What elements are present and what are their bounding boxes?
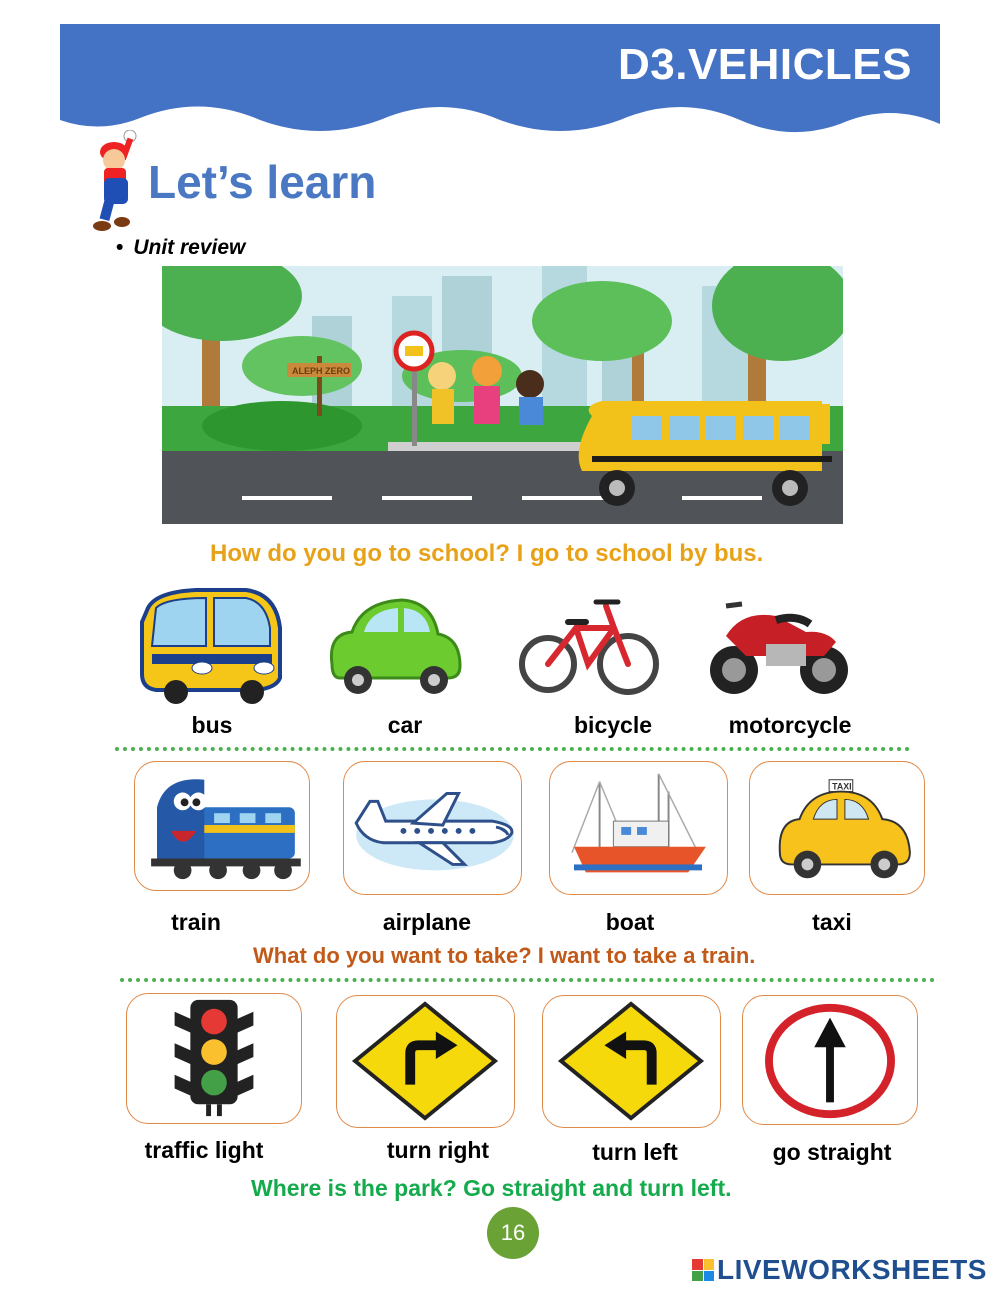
label-motorcycle: motorcycle [728,712,852,738]
label-train: train [171,909,221,935]
motorcycle-icon [706,586,852,700]
school-bus-scene [162,266,843,524]
turn-right-sign-icon [337,996,514,1127]
page-number-badge: 16 [487,1207,539,1259]
car-picture [322,594,465,698]
turn-left-card [542,995,721,1128]
question-take: What do you want to take? I want to take a train. [253,943,756,968]
boat-card [549,761,728,895]
taxi-icon [750,762,924,894]
taxi-card [749,761,925,895]
section-title: Let’s learn [148,156,377,208]
airplane-icon [344,762,521,894]
car-icon [322,594,465,698]
bullet-item: • Unit review [116,236,246,259]
airplane-card [343,761,522,895]
label-taxi: taxi [812,909,852,935]
label-boat: boat [605,909,655,935]
liveworksheets-logo[interactable] [692,1254,987,1286]
label-car: car [387,712,423,738]
label-turn-left: turn left [592,1139,678,1165]
label-bicycle: bicycle [574,712,652,738]
traffic-light-icon [127,994,301,1123]
turn-right-card [336,995,515,1128]
bicycle-picture [518,588,660,700]
logo-blocks-icon [692,1259,714,1281]
label-turn-right: turn right [386,1137,490,1163]
bullet-text: Unit review [133,236,246,259]
bus-icon [136,588,286,706]
bicycle-icon [518,588,660,700]
train-card [134,761,310,891]
scene-sign-text: ALEPH ZERO [292,366,351,376]
label-bus: bus [191,712,233,738]
turn-left-sign-icon [543,996,720,1127]
boat-icon [550,762,727,894]
question-park: Where is the park? Go straight and turn left. [251,1175,732,1201]
go-straight-sign-icon [743,996,917,1124]
motorcycle-picture [706,586,852,700]
mascot-illustration [92,130,144,234]
label-go-straight: go straight [772,1139,892,1165]
label-airplane: airplane [382,909,472,935]
logo-text: LIVEWORKSHEETS [717,1254,987,1285]
train-icon [135,762,309,890]
go-straight-card [742,995,918,1125]
label-traffic-light: traffic light [144,1137,264,1163]
traffic-light-card [126,993,302,1124]
bus-picture [136,588,286,706]
question-school: How do you go to school? I go to school by bus. [210,540,764,567]
taxi-sign-text: TAXI [832,781,852,792]
dotted-divider [115,747,910,751]
header-title: D3.VEHICLES [617,40,912,89]
dotted-divider [120,978,935,982]
